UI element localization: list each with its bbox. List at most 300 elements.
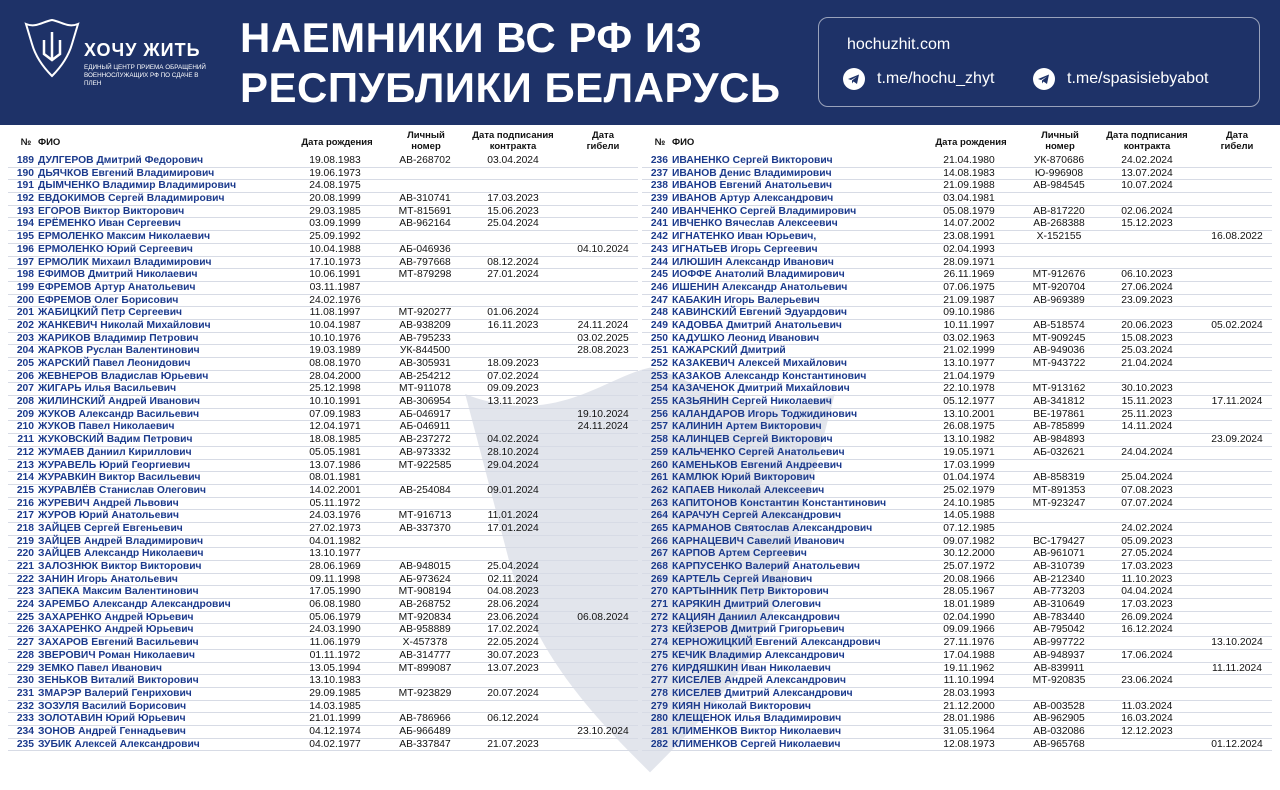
row-contract-date: 30.07.2023 [487,649,539,661]
row-fio: КАЗАЧЕНОК Дмитрий Михайлович [672,383,850,395]
table-row [8,472,638,485]
row-number: 240 [650,205,668,217]
row-number: 205 [16,358,34,369]
table-row [642,307,1272,320]
row-number: 219 [16,535,34,547]
row-dob: 10.10.1991 [309,396,361,408]
row-dob: 24.10.1985 [943,497,995,509]
table-row [642,206,1272,219]
header-contract: Дата подписания контракта [472,130,554,152]
row-dob: 21.01.1999 [309,713,361,725]
row-dob: 08.08.1970 [309,358,361,369]
row-fio: КАРПУСЕНКО Валерий Анатольевич [672,561,860,572]
row-personal-number: ВЕ-197861 [1033,408,1085,420]
row-dob: 02.04.1990 [943,611,995,623]
table-row [642,688,1272,701]
table-row [642,257,1272,270]
row-personal-number: АВ-785899 [1033,421,1085,433]
header-fio: ФИО [38,137,61,148]
row-dob: 04.02.1977 [309,738,361,750]
header-death: Дата гибели [1220,130,1254,152]
row-contract-date: 17.02.2024 [487,624,539,636]
row-contract-date: 09.01.2024 [487,484,539,496]
row-contract-date: 23.06.2024 [1121,675,1173,687]
row-personal-number: АВ-965768 [1033,738,1085,750]
row-contract-date: 23.09.2023 [1121,294,1173,306]
site-link[interactable]: hochuzhit.com [847,36,951,53]
left-table [8,130,638,751]
row-number: 193 [16,205,34,217]
header-death: Дата гибели [586,130,620,152]
row-fio: КАЗАКЕВИЧ Алексей Михайлович [672,358,847,369]
row-dob: 04.12.1974 [309,725,361,737]
row-dob: 07.12.1985 [943,522,995,534]
row-number: 230 [16,675,34,687]
table-row [8,180,638,193]
row-contract-date: 07.08.2023 [1121,484,1173,496]
row-contract-date: 25.04.2024 [487,561,539,572]
row-fio: ЗЕМКО Павел Иванович [38,662,162,674]
row-personal-number: АВ-948015 [399,561,451,572]
row-number: 212 [16,446,34,458]
row-personal-number: АБ-046911 [399,421,451,433]
row-fio: ЖАРКОВ Руслан Валентинович [38,345,200,357]
row-fio: ЗАРЕМБО Александр Александрович [38,599,231,611]
row-contract-date: 06.12.2024 [487,713,539,725]
row-contract-date: 25.11.2023 [1121,408,1173,420]
table-row [8,586,638,599]
row-personal-number: АВ-858319 [1033,472,1085,484]
row-number: 244 [650,256,668,268]
table-area [0,130,1280,750]
row-personal-number: АВ-773203 [1033,586,1085,598]
telegram-link-1[interactable] [843,68,994,90]
row-fio: ЖАБИЦКИЙ Петр Сергеевич [38,307,183,319]
row-fio: КАЛАНДАРОВ Игорь Тоджидинович [672,408,858,420]
row-dob: 21.04.1980 [943,155,995,166]
table-row [8,218,638,231]
row-contract-date: 12.12.2023 [1121,725,1173,737]
row-number: 245 [650,269,668,281]
row-contract-date: 10.07.2024 [1121,180,1173,192]
row-number: 216 [16,497,34,509]
row-contract-date: 13.07.2024 [1121,167,1173,179]
row-contract-date: 15.06.2023 [487,205,539,217]
row-personal-number: МТ-908194 [398,586,452,598]
row-personal-number: АВ-314777 [399,649,451,661]
row-personal-number: АВ-795233 [399,332,451,344]
row-contract-date: 02.11.2024 [487,573,539,585]
row-personal-number: МТ-922585 [398,459,452,471]
row-number: 251 [650,345,668,357]
row-personal-number: МТ-920834 [398,611,452,623]
row-personal-number: УК-844500 [399,345,451,357]
row-fio: ЕРМОЛЕНКО Максим Николаевич [38,231,211,243]
row-fio: ЕВДОКИМОВ Сергей Владимирович [38,193,225,205]
row-personal-number: АВ-337370 [399,522,451,534]
row-death-date: 13.10.2024 [1211,637,1263,649]
row-dob: 03.11.1987 [309,281,361,293]
row-personal-number: МТ-909245 [1032,332,1086,344]
table-row [642,536,1272,549]
row-contract-date: 11.03.2024 [1121,700,1173,712]
table-row [8,485,638,498]
table-row [8,688,638,701]
row-dob: 14.03.1985 [309,700,361,712]
table-row [642,383,1272,396]
logo [22,18,212,113]
row-personal-number: АВ-962905 [1033,713,1085,725]
row-dob: 27.02.1973 [309,522,361,534]
row-dob: 28.06.1969 [309,561,361,572]
table-row [8,523,638,536]
row-number: 276 [650,662,668,674]
row-fio: КЛИМЕНКОВ Сергей Николаевич [672,738,841,750]
row-dob: 21.02.1999 [943,345,995,357]
row-fio: ДУЛГЕРОВ Дмитрий Федорович [38,155,204,166]
row-personal-number: АВ-949036 [1033,345,1085,357]
telegram-icon [843,68,865,90]
row-dob: 13.10.2001 [943,408,995,420]
table-row [642,713,1272,726]
row-personal-number: АВ-310741 [399,193,451,205]
row-number: 237 [650,167,668,179]
row-personal-number: АВ-337847 [399,738,451,750]
row-dob: 18.08.1985 [309,434,361,446]
row-personal-number: Ю-996908 [1034,167,1084,179]
row-number: 228 [16,649,34,661]
row-contract-date: 05.09.2023 [1121,535,1173,547]
telegram-icon [1033,68,1055,90]
row-contract-date: 27.01.2024 [487,269,539,281]
table-row [8,701,638,714]
row-number: 236 [650,155,668,166]
table-row [8,510,638,523]
row-fio: КАРАЧУН Сергей Александрович [672,510,842,522]
telegram-link-2[interactable] [1033,68,1208,90]
row-dob: 21.09.1987 [943,294,995,306]
row-dob: 31.05.1964 [943,725,995,737]
row-personal-number: АВ-212340 [1033,573,1085,585]
row-dob: 25.02.1979 [943,484,995,496]
row-number: 260 [650,459,668,471]
row-number: 249 [650,319,668,331]
row-dob: 05.11.1972 [309,497,361,509]
row-number: 214 [16,472,34,484]
row-personal-number: АВ-973332 [399,446,451,458]
table-row [8,726,638,739]
row-dob: 28.03.1993 [943,687,995,699]
page-title [240,13,781,113]
row-contract-date: 20.07.2024 [487,687,539,699]
row-personal-number: АВ-938209 [399,319,451,331]
row-fio: КАМЛЮК Юрий Викторович [672,472,816,484]
row-personal-number: АВ-003528 [1033,700,1085,712]
row-fio: ЕРМОЛИК Михаил Владимирович [38,256,212,268]
row-dob: 18.01.1989 [943,599,995,611]
table-row [8,637,638,650]
row-number: 189 [16,155,34,166]
row-fio: ЗУБИК Алексей Александрович [38,738,200,750]
row-dob: 19.08.1983 [309,155,361,166]
table-row [642,548,1272,561]
row-death-date: 19.10.2024 [577,408,629,420]
table-row [8,257,638,270]
row-death-date: 05.02.2024 [1211,319,1263,331]
row-fio: ЗАЙЦЕВ Андрей Владимирович [38,535,204,547]
row-personal-number: МТ-899087 [398,662,452,674]
row-number: 247 [650,294,668,306]
row-personal-number: АВ-254212 [399,370,451,382]
table-row [642,295,1272,308]
table-row [8,345,638,358]
row-dob: 09.07.1982 [943,535,995,547]
table-row [642,485,1272,498]
row-fio: ЖАНКЕВИЧ Николай Михайлович [38,319,211,331]
row-number: 278 [650,687,668,699]
row-dob: 26.11.1969 [943,269,995,281]
row-dob: 12.08.1973 [943,738,995,750]
table-row [642,561,1272,574]
row-personal-number: АБ-966489 [399,725,451,737]
row-fio: ИШЕНИН Александр Анатольевич [672,281,848,293]
row-number: 191 [16,180,34,192]
row-personal-number: МТ-923829 [398,687,452,699]
right-table-header [642,130,1272,155]
row-dob: 05.08.1979 [943,205,995,217]
row-contract-date: 04.02.2024 [487,434,539,446]
row-dob: 21.12.2000 [943,700,995,712]
row-fio: КЛИМЕНКОВ Виктор Николаевич [672,725,842,737]
row-fio: ЖУРАВЛЁВ Станислав Олегович [38,484,206,496]
row-number: 192 [16,193,34,205]
row-contract-date: 25.03.2024 [1121,345,1173,357]
row-contract-date: 17.03.2023 [1121,599,1173,611]
table-row [8,536,638,549]
row-contract-date: 15.12.2023 [1121,218,1173,230]
row-personal-number: АВ-797668 [399,256,451,268]
row-number: 272 [650,611,668,623]
row-dob: 25.12.1998 [309,383,361,395]
row-personal-number: АВ-962164 [399,218,451,230]
row-dob: 03.04.1981 [943,193,995,205]
header-dob: Дата рождения [301,137,373,148]
table-row [642,168,1272,181]
row-fio: КАДОВБА Дмитрий Анатольевич [672,319,842,331]
row-number: 261 [650,472,668,484]
row-death-date: 23.09.2024 [1211,434,1263,446]
table-row [8,155,638,168]
row-fio: ИГНАТЬЕВ Игорь Сергеевич [672,243,818,255]
row-death-date: 23.10.2024 [577,725,629,737]
header-contract: Дата подписания контракта [1106,130,1188,152]
row-personal-number: МТ-916713 [398,510,452,522]
row-fio: ДЫМЧЕНКО Владимир Владимирович [38,180,237,192]
row-dob: 24.08.1975 [309,180,361,192]
row-contract-date: 21.07.2023 [487,738,539,750]
row-number: 233 [16,713,34,725]
row-contract-date: 04.04.2024 [1121,586,1173,598]
row-personal-number: МТ-913162 [1032,383,1086,395]
row-dob: 09.10.1986 [943,307,995,319]
row-dob: 05.05.1981 [309,446,361,458]
row-number: 275 [650,649,668,661]
row-dob: 24.03.1976 [309,510,361,522]
row-dob: 30.12.2000 [943,548,995,560]
row-fio: ЖУРОВ Юрий Анатольевич [38,510,179,522]
table-row [642,599,1272,612]
row-personal-number: АБ-032621 [1033,446,1085,458]
row-fio: КАПИТОНОВ Константин Константинович [672,497,887,509]
row-contract-date: 15.08.2023 [1121,332,1173,344]
row-fio: ЖИГАРЬ Илья Васильевич [38,383,177,395]
row-personal-number: АВ-310649 [1033,599,1085,611]
row-contract-date: 07.02.2024 [487,370,539,382]
row-dob: 04.01.1982 [309,535,361,547]
row-dob: 06.08.1980 [309,599,361,611]
table-row [642,624,1272,637]
table-row [642,155,1272,168]
row-number: 266 [650,535,668,547]
row-number: 255 [650,396,668,408]
table-row [8,295,638,308]
table-row [8,168,638,181]
row-contract-date: 30.10.2023 [1121,383,1173,395]
row-personal-number: МТ-911078 [399,383,451,395]
row-number: 223 [16,586,34,598]
row-fio: КИСЕЛЕВ Андрей Александрович [672,675,846,687]
row-number: 242 [650,231,668,243]
row-dob: 13.07.1986 [309,459,361,471]
row-number: 200 [16,294,34,306]
row-fio: КИСЕЛЕВ Дмитрий Александрович [672,687,853,699]
row-number: 238 [650,180,668,192]
contact-box [818,17,1260,107]
table-row [8,206,638,219]
row-number: 252 [650,358,668,369]
table-row [8,320,638,333]
row-dob: 17.10.1973 [309,256,361,268]
row-contract-date: 02.06.2024 [1121,205,1173,217]
table-row [8,244,638,257]
row-fio: ЗАЙЦЕВ Сергей Евгеньевич [38,522,183,534]
row-fio: ЗЕНЬКОВ Виталий Викторович [38,675,199,687]
row-dob: 10.06.1991 [309,269,361,281]
row-dob: 19.06.1973 [309,167,361,179]
row-death-date: 28.08.2023 [577,345,629,357]
row-contract-date: 06.10.2023 [1121,269,1173,281]
row-fio: КАРНАЦЕВИЧ Савелий Иванович [672,535,845,547]
row-personal-number: АВ-268388 [1033,218,1085,230]
row-dob: 08.01.1981 [309,472,361,484]
row-number: 227 [16,637,34,649]
row-dob: 11.10.1994 [943,675,995,687]
table-row [8,307,638,320]
table-row [8,612,638,625]
table-row [8,561,638,574]
row-personal-number: МТ-815691 [398,205,452,217]
row-fio: ЗАХАРЕНКО Андрей Юрьевич [38,624,194,636]
row-fio: КАЖАРСКИЙ Дмитрий [672,345,786,357]
row-dob: 19.03.1989 [309,345,361,357]
row-fio: ЕРМОЛЕНКО Юрий Сергеевич [38,243,193,255]
row-number: 248 [650,307,668,319]
table-row [642,333,1272,346]
row-number: 198 [16,269,34,281]
row-number: 277 [650,675,668,687]
row-personal-number: АВ-786966 [399,713,451,725]
table-row [642,218,1272,231]
row-fio: ЗВЕРОВИЧ Роман Николаевич [38,649,195,661]
row-number: 215 [16,484,34,496]
row-fio: ЗАЛОЗНЮК Виктор Викторович [38,561,202,572]
row-contract-date: 17.06.2024 [1121,649,1173,661]
row-personal-number: АВ-254084 [399,484,451,496]
table-row [642,498,1272,511]
row-number: 263 [650,497,668,509]
row-fio: КЕЧИК Владимир Александрович [672,649,845,661]
row-number: 209 [16,408,34,420]
row-fio: ИГНАТЕНКО Иван Юрьевич, [672,231,817,243]
row-fio: ЗАХАРОВ Евгений Васильевич [38,637,199,649]
row-dob: 10.10.1976 [309,332,361,344]
table-row [642,637,1272,650]
row-contract-date: 25.04.2024 [1121,472,1173,484]
row-dob: 28.01.1986 [943,713,995,725]
row-contract-date: 22.05.2024 [487,637,539,649]
row-fio: ЖАРИКОВ Владимир Петрович [38,332,199,344]
header-pid: Личный номер [407,130,445,152]
row-number: 206 [16,370,34,382]
row-personal-number: АВ-305931 [399,358,451,369]
table-row [8,358,638,371]
row-contract-date: 28.06.2024 [487,599,539,611]
table-row [8,269,638,282]
row-number: 231 [16,687,34,699]
row-fio: ЖУРАВЕЛЬ Юрий Георгиевич [38,459,191,471]
header-pid: Личный номер [1041,130,1079,152]
row-personal-number: АВ-997722 [1033,637,1085,649]
row-fio: КЛЕЩЕНОК Илья Владимирович [672,713,842,725]
row-personal-number: АВ-984545 [1033,180,1085,192]
row-death-date: 16.08.2022 [1211,231,1263,243]
row-personal-number: Х-457378 [402,637,448,649]
row-contract-date: 18.09.2023 [487,358,539,369]
row-number: 229 [16,662,34,674]
row-fio: ЕФРЕМОВ Артур Анатольевич [38,281,196,293]
row-contract-date: 13.11.2023 [487,396,539,408]
row-fio: КАЗАКОВ Александр Константинович [672,370,867,382]
row-number: 220 [16,548,34,560]
row-contract-date: 17.03.2023 [1121,561,1173,572]
row-number: 273 [650,624,668,636]
left-table-rows [8,155,638,751]
row-dob: 29.03.1985 [309,205,361,217]
table-row [642,510,1272,523]
row-personal-number: АВ-984893 [1033,434,1085,446]
row-contract-date: 11.10.2023 [1121,573,1173,585]
row-fio: ЗОНОВ Андрей Геннадьевич [38,725,186,737]
row-contract-date: 11.01.2024 [487,510,539,522]
row-number: 232 [16,700,34,712]
row-number: 195 [16,231,34,243]
right-table-rows [642,155,1272,751]
row-personal-number: МТ-943722 [1032,358,1086,369]
table-row [642,193,1272,206]
row-contract-date: 24.02.2024 [1121,155,1173,166]
row-fio: ЕРЁМЕНКО Иван Сергеевич [38,218,181,230]
row-fio: ЖЕВНЕРОВ Владислав Юрьевич [38,370,209,382]
